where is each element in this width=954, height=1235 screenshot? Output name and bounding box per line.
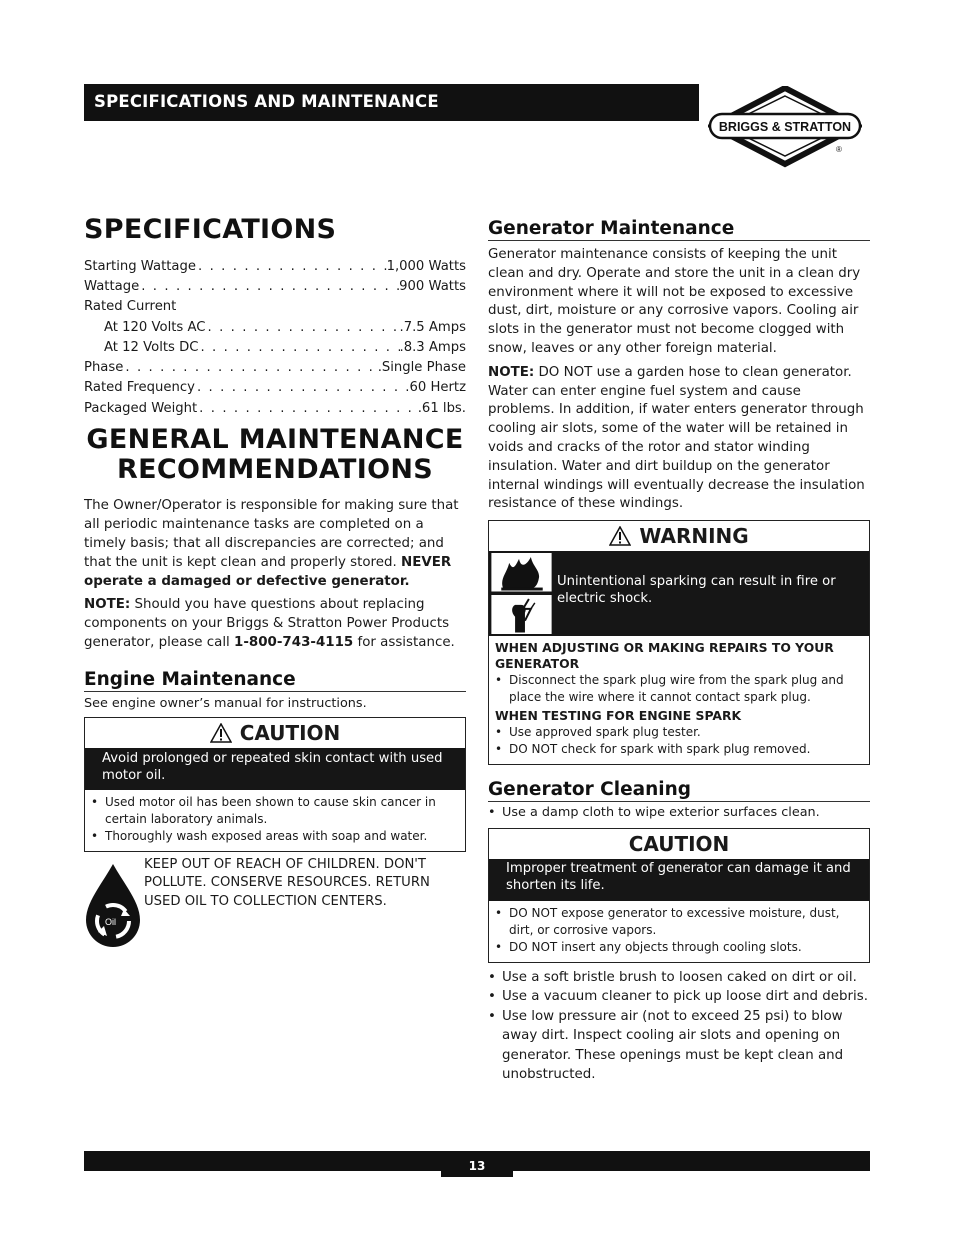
hazard-icons <box>489 551 554 636</box>
caution-list <box>85 790 465 851</box>
warning-triangle-icon <box>609 526 631 546</box>
warning-triangle-icon <box>210 723 232 743</box>
oil-recycle-icon <box>84 858 142 950</box>
spec-row: At 12 Volts DC . . . .8.3 Amps <box>84 338 466 358</box>
oil-notice <box>84 858 466 950</box>
list-item: • Thoroughly wash exposed areas with soap and water. <box>91 828 428 843</box>
left-column <box>84 215 466 950</box>
spec-row: Starting Wattage . . . 1,000 Watts <box>84 257 466 277</box>
list-item: • DO NOT check for spark with spark plug removed. <box>495 742 811 757</box>
warning-message-row <box>489 551 869 636</box>
electric-shock-icon <box>491 595 552 635</box>
spec-row: Wattage . . . 900 Watts <box>84 277 466 297</box>
warning-details <box>489 636 869 764</box>
spec-row: At 120 Volts AC . . . .7.5 Amps <box>84 318 466 338</box>
list-item: • Use low pressure air (not to exceed 25 psi) to blow away dirt. Inspect cooling air slots and opening on generator. These openings must be kept clean and unobstructed. <box>488 1008 844 1083</box>
generator-maintenance-title: Generator Maintenance <box>488 218 870 241</box>
warning-list <box>495 672 863 706</box>
general-paragraph: The Owner/Operator is responsible for making sure that all periodic maintenance tasks are completed on a timely basis; that all discrepancies are corrected; and that the unit is kept clean and properly stored. NEVER operate a damaged or defective generator. <box>84 498 459 589</box>
caution-message: Improper treatment of generator can damage it and shorten its life. <box>489 859 869 901</box>
list-item: • Disconnect the spark plug wire from the spark plug and place the wire where it cannot contact spark plug. <box>495 673 844 705</box>
caution-list <box>489 901 869 962</box>
caution-header: CAUTION <box>85 718 465 748</box>
oil-notice-text: KEEP OUT OF REACH OF CHILDREN. DON'T POLLUTE. CONSERVE RESOURCES. RETURN USED OIL TO COLLECTION CENTERS. <box>144 856 430 909</box>
spec-list <box>84 257 466 419</box>
svg-text:Oil: Oil <box>105 916 116 927</box>
warning-subheading: WHEN ADJUSTING OR MAKING REPAIRS TO YOUR GENERATOR <box>495 640 834 672</box>
caution-message: Avoid prolonged or repeated skin contact with used motor oil. <box>85 748 465 790</box>
list-item: • DO NOT insert any objects through cooling slots. <box>495 939 802 954</box>
spec-row: Phase . . . .Single Phase <box>84 358 466 378</box>
list-item: • Use a vacuum cleaner to pick up loose dirt and debris. <box>488 989 869 1005</box>
right-column <box>488 218 870 1085</box>
warning-message: Unintentional sparking can result in fire or electric shock. <box>557 574 836 607</box>
warning-list <box>495 724 863 758</box>
cleaning-intro-list <box>488 803 870 823</box>
general-note: NOTE: Should you have questions about replacing components on your Briggs & Stratton Power Products generator, please call 1-800-743-4115 for assistance. <box>84 597 455 651</box>
generator-cleaning-title: Generator Cleaning <box>488 779 870 802</box>
warning-header: WARNING <box>489 521 869 551</box>
caution-header: CAUTION <box>628 831 730 856</box>
cleaning-caution-box <box>488 828 870 963</box>
list-item: • Use a soft bristle brush to loosen caked on dirt or oil. <box>488 969 857 985</box>
list-item: • Use approved spark plug tester. <box>495 725 701 740</box>
engine-text: See engine owner’s manual for instructions. <box>84 695 367 711</box>
list-item: • Use a damp cloth to wipe exterior surfaces clean. <box>488 805 820 821</box>
cleaning-list <box>488 968 870 1085</box>
section-header: SPECIFICATIONS AND MAINTENANCE <box>84 84 699 121</box>
warning-subheading: WHEN TESTING FOR ENGINE SPARK <box>495 708 742 724</box>
spec-row: Rated Frequency . . . .60 Hertz <box>84 378 466 398</box>
general-maintenance-title: GENERAL MAINTENANCE RECOMMENDATIONS <box>86 424 464 485</box>
engine-caution-box <box>84 717 466 852</box>
generator-maintenance-note: NOTE: DO NOT use a garden hose to clean generator. Water can enter engine fuel system and cause problems. In addition, if water enters generator through cooling air slots, some of the water will be retained in voids and cracks of the rotor and stator winding insulation. Water and dirt buildup on the generator internal windings will eventually decrease the insulation resistance of these windings. <box>488 364 865 512</box>
list-item: • Used motor oil has been shown to cause skin cancer in certain laboratory animals. <box>91 794 436 826</box>
specifications-title: SPECIFICATIONS <box>84 214 337 245</box>
spec-row: Rated Current <box>84 299 177 315</box>
spec-row: Packaged Weight . . . .61 lbs. <box>84 399 466 419</box>
briggs-stratton-logo <box>708 86 862 168</box>
warning-box <box>488 520 870 765</box>
engine-maintenance-title: Engine Maintenance <box>84 669 466 692</box>
list-item: • DO NOT expose generator to excessive moisture, dust, dirt, or corrosive vapors. <box>495 905 840 937</box>
logo-text: BRIGGS & STRATTON <box>718 120 852 134</box>
fire-icon <box>491 553 552 592</box>
page-number: 13 <box>441 1151 513 1177</box>
registered-mark: ® <box>836 145 842 154</box>
generator-maintenance-paragraph: Generator maintenance consists of keeping the unit clean and dry. Operate and store the unit in a clean dry environment where it will not be exposed to excessive dust, dirt, moisture or any corrosive vapors. Cooling air slots in the generator must not become clogged with snow, leaves or any other foreign material. <box>488 247 861 356</box>
